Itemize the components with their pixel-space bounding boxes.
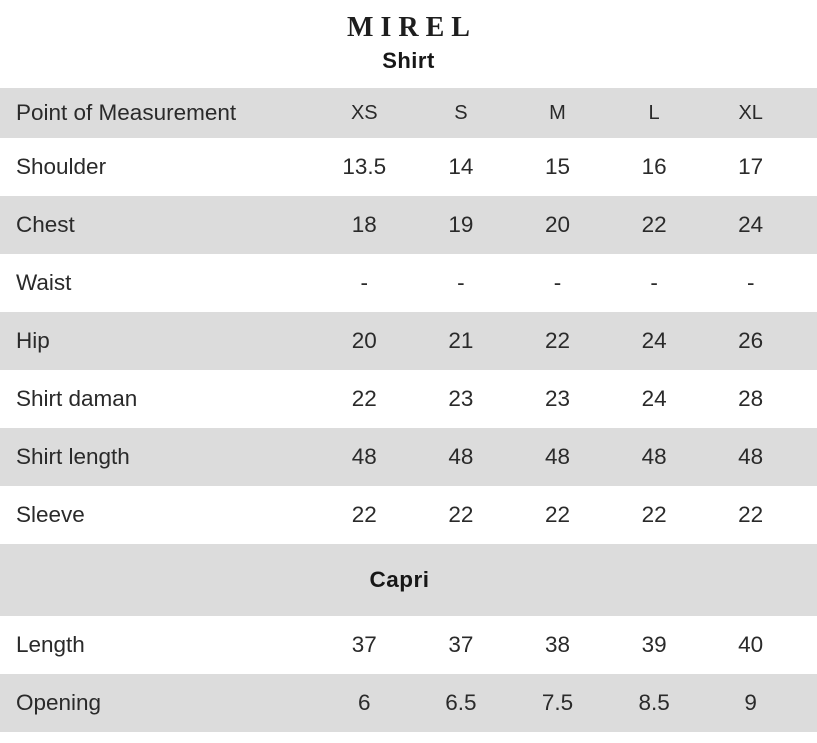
- cell-value: 8.5: [638, 690, 670, 715]
- column-header-size: S: [454, 101, 468, 124]
- cell-value: 24: [738, 212, 764, 237]
- cell-value: 15: [544, 154, 570, 179]
- cell-value: 22: [738, 502, 764, 527]
- cell-value: 7.5: [541, 690, 574, 715]
- table-row: [0, 674, 817, 732]
- size-table: [0, 88, 817, 732]
- cell-value: 6.5: [445, 690, 477, 715]
- cell-value: 22: [544, 328, 570, 353]
- cell-value: 16: [641, 154, 667, 179]
- cell-value: 37: [448, 632, 474, 657]
- cell-value: 22: [351, 386, 377, 411]
- cell-value: 18: [351, 212, 377, 237]
- row-label: Chest: [16, 212, 75, 237]
- cell-value: 26: [738, 328, 764, 353]
- row-label: Waist: [16, 270, 72, 295]
- cell-value: -: [457, 270, 465, 295]
- cell-value: 48: [544, 444, 570, 469]
- cell-value: 28: [738, 386, 764, 411]
- section-header-row: [0, 544, 817, 616]
- cell-value: 14: [448, 154, 474, 179]
- cell-value: 48: [641, 444, 667, 469]
- cell-value: 22: [448, 502, 474, 527]
- cell-value: 19: [448, 212, 474, 237]
- cell-value: 17: [738, 154, 764, 179]
- cell-value: -: [650, 270, 658, 295]
- cell-value: 9: [744, 690, 757, 715]
- brand-title: MIREL: [347, 12, 477, 43]
- table-row: [0, 370, 817, 428]
- row-label: Sleeve: [16, 502, 85, 527]
- table-row: [0, 196, 817, 254]
- cell-value: 37: [351, 632, 377, 657]
- row-label: Shirt length: [16, 444, 130, 469]
- column-header-label: Point of Measurement: [16, 100, 237, 125]
- title-block: [0, 0, 817, 88]
- cell-value: 21: [448, 328, 474, 353]
- cell-value: 22: [351, 502, 377, 527]
- column-header-size: M: [549, 101, 566, 124]
- cell-value: 23: [544, 386, 570, 411]
- cell-value: 40: [738, 632, 764, 657]
- row-label: Opening: [16, 690, 102, 715]
- cell-value: 13.5: [342, 154, 387, 179]
- column-header-size: XL: [738, 101, 763, 124]
- cell-value: 48: [351, 444, 377, 469]
- table-row: [0, 486, 817, 544]
- column-header-size: XS: [350, 101, 378, 124]
- cell-value: 48: [448, 444, 474, 469]
- row-label: Hip: [16, 328, 50, 353]
- cell-value: 22: [641, 212, 667, 237]
- table-row: [0, 138, 817, 196]
- cell-value: 22: [641, 502, 667, 527]
- table-row: [0, 254, 817, 312]
- cell-value: 24: [641, 386, 667, 411]
- cell-value: 6: [358, 690, 371, 715]
- row-label: Length: [16, 632, 85, 657]
- cell-value: 20: [351, 328, 377, 353]
- cell-value: 48: [738, 444, 764, 469]
- row-label: Shirt daman: [16, 386, 138, 411]
- table-row: [0, 616, 817, 674]
- table-row: [0, 312, 817, 370]
- table-header-row: [0, 88, 817, 138]
- cell-value: 20: [544, 212, 570, 237]
- cell-value: 23: [448, 386, 474, 411]
- column-header-size: L: [648, 101, 660, 124]
- cell-value: 24: [641, 328, 667, 353]
- table-row: [0, 428, 817, 486]
- section-title: Capri: [369, 567, 430, 592]
- cell-value: -: [746, 270, 755, 295]
- cell-value: -: [360, 270, 369, 295]
- product-title: Shirt: [382, 48, 435, 73]
- cell-value: 38: [544, 632, 570, 657]
- row-label: Shoulder: [16, 154, 107, 179]
- cell-value: 22: [544, 502, 570, 527]
- cell-value: 39: [641, 632, 667, 657]
- cell-value: -: [553, 270, 562, 295]
